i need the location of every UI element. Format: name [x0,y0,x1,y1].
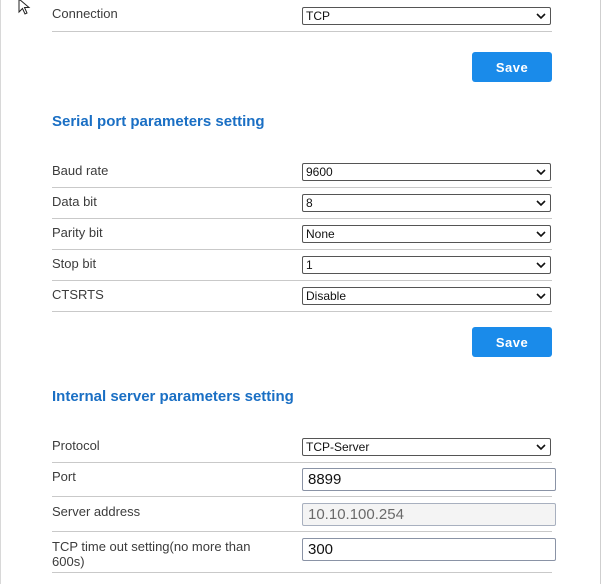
port-input[interactable] [302,468,556,491]
save-connection-button[interactable]: Save [472,52,552,82]
server-address-label: Server address [52,504,141,519]
protocol-label: Protocol [52,438,100,453]
server-section-title: Internal server parameters setting [52,388,294,405]
parity-bit-label: Parity bit [52,225,103,240]
baud-rate-select[interactable] [302,163,551,181]
stop-bit-select[interactable] [302,256,551,274]
parity-bit-row [52,218,552,250]
data-bit-label: Data bit [52,194,97,209]
protocol-select[interactable] [302,438,551,456]
stop-bit-label: Stop bit [52,256,97,271]
serial-section-title: Serial port parameters setting [52,113,265,130]
server-address-row [52,496,552,532]
connection-row [52,0,552,32]
tcp-timeout-label: TCP time out setting(no more than 600s) [52,539,251,569]
baud-rate-row [52,156,552,188]
data-bit-row [52,187,552,219]
server-address-input [302,503,556,526]
stop-bit-row [52,249,552,281]
port-label: Port [52,469,76,484]
connection-label: Connection [52,6,118,21]
page-frame-right [600,0,601,584]
protocol-row [52,431,552,463]
connection-select[interactable] [302,7,551,25]
ctsrts-select[interactable] [302,287,551,305]
parity-bit-select[interactable] [302,225,551,243]
save-serial-button[interactable]: Save [472,327,552,357]
port-row [52,462,552,497]
tcp-timeout-input[interactable] [302,538,556,561]
ctsrts-row [52,280,552,312]
tcp-timeout-row [52,531,552,573]
page-frame-left [0,0,1,584]
baud-rate-label: Baud rate [52,163,109,178]
data-bit-select[interactable] [302,194,551,212]
mouse-pointer-icon [18,0,34,16]
ctsrts-label: CTSRTS [52,287,104,302]
